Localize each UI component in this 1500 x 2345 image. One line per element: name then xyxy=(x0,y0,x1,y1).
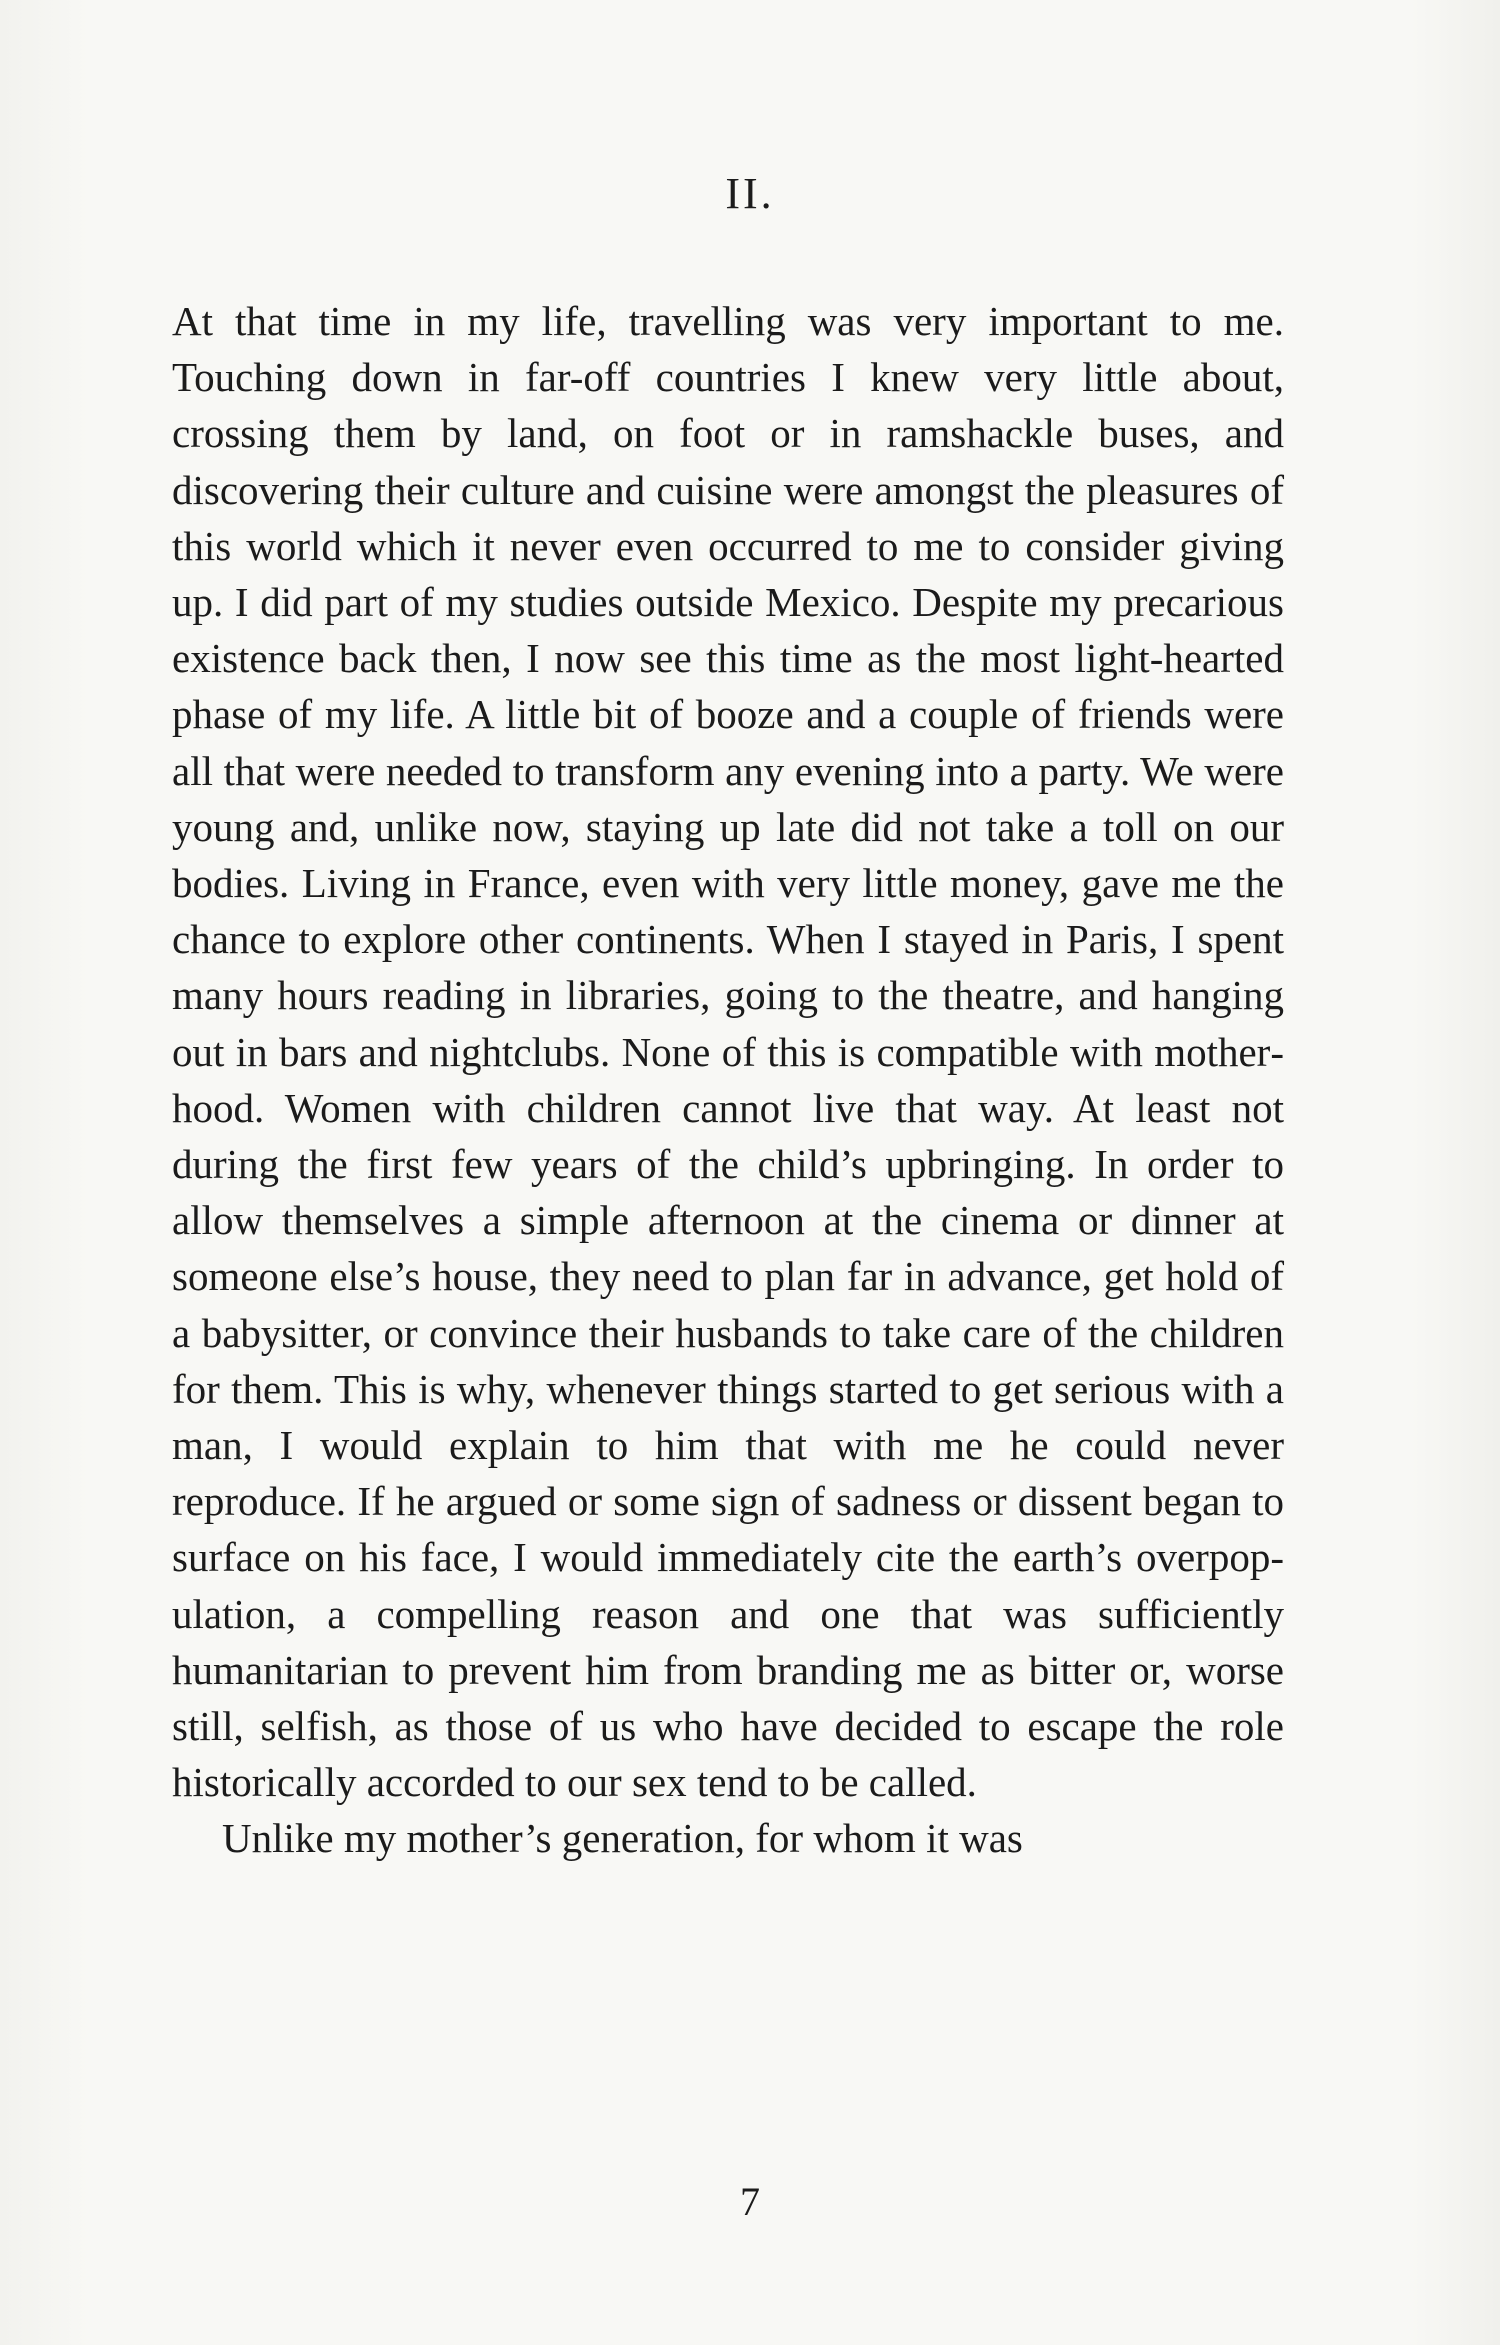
page-number: 7 xyxy=(740,2179,760,2224)
body-text xyxy=(172,293,1284,1867)
paragraph: At that time in my life, travelling was very important to me. Touching down in far-off countries I knew very little about, crossing them by land, on foot or in ramshackle buses, and discovering their culture and cuisine were amongst the pleasures of this world which it never even occurred to me to consider giving up. I did part of my studies outside Mexico. Despite my precarious existence back then, I now see this time as the most light-hearted phase of my life. A little bit of booze and a couple of friends were all that were needed to transform any evening into a party. We were young and, unlike now, staying up late did not take a toll on our bodies. Living in France, even with very little money, gave me the chance to explore other continents. When I stayed in Paris, I spent many hours reading in libraries, going to the theatre, and hanging out in bars and nightclubs. None of this is compatible with motherhood. Women with children cannot live that way. At least not during the first few years of the child’s upbringing. In order to allow themselves a simple afternoon at the cinema or dinner at someone else’s house, they need to plan far in advance, get hold of a babysitter, or convince their husbands to take care of the children for them. This is why, whenever things started to get serious with a man, I would explain to him that with me he could never reproduce. If he argued or some sign of sadness or dissent began to surface on his face, I would immediately cite the earth’s overpopulation, a compelling reason and one that was sufficiently humanitarian to prevent him from branding me as bitter or, worse still, selfish, as those of us who have decided to escape the role historically accorded to our sex tend to be called. xyxy=(172,298,1284,1806)
chapter-title: II. xyxy=(725,169,775,218)
paragraph: Unlike my mother’s generation, for whom it was xyxy=(222,1815,1023,1862)
